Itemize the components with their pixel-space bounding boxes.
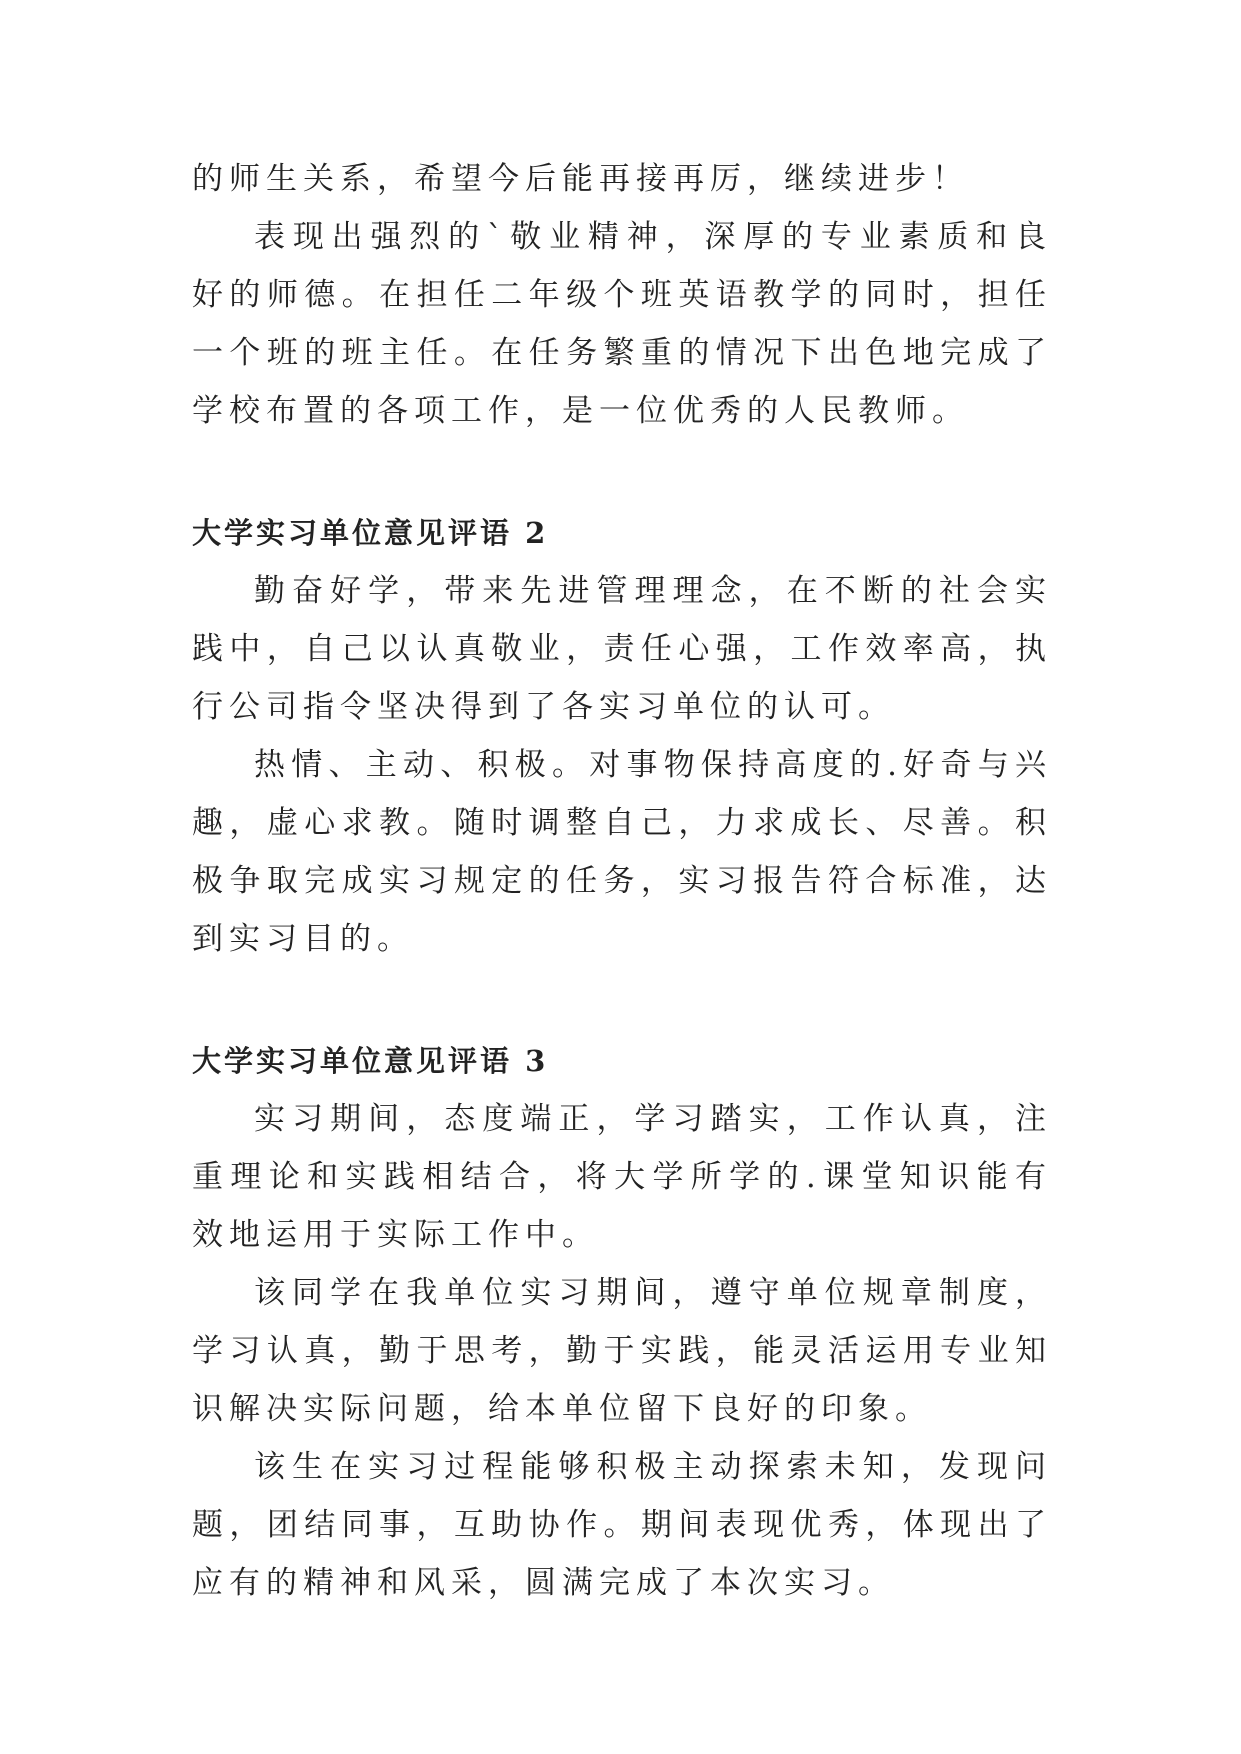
- paragraph-teacher-evaluation: 表现出强烈的`敬业精神，深厚的专业素质和良好的师德。在担任二年级个班英语教学的同时，担任一个班的班主任。在任务繁重的情况下出色地完成了学校布置的各项工作，是一位优秀的人民教师。: [192, 219, 1052, 429]
- section2-paragraph-2: 热情、主动、积极。对事物保持高度的.好奇与兴趣，虚心求教。随时调整自己，力求成长、尽善。积极争取完成实习规定的任务，实习报告符合标准，达到实习目的。: [192, 747, 1052, 957]
- section-heading-3: 大学实习单位意见评语 3: [192, 1044, 549, 1078]
- section3-paragraph-2: 该同学在我单位实习期间，遵守单位规章制度，学习认真，勤于思考，勤于实践，能灵活运用专业知识解决实际问题，给本单位留下良好的印象。: [192, 1275, 1052, 1427]
- paragraph-continuation: 的师生关系，希望今后能再接再厉，继续进步！: [192, 161, 969, 197]
- section2-paragraph-1: 勤奋好学，带来先进管理理念，在不断的社会实践中，自己以认真敬业，责任心强，工作效率高，执行公司指令坚决得到了各实习单位的认可。: [192, 573, 1052, 725]
- section3-paragraph-1: 实习期间，态度端正，学习踏实，工作认真，注重理论和实践相结合，将大学所学的.课堂知识能有效地运用于实际工作中。: [192, 1101, 1052, 1253]
- section3-paragraph-3: 该生在实习过程能够积极主动探索未知，发现问题，团结同事，互助协作。期间表现优秀，体现出了应有的精神和风采，圆满完成了本次实习。: [192, 1449, 1052, 1601]
- document-page: [192, 150, 1052, 1612]
- section-heading-2: 大学实习单位意见评语 2: [192, 516, 549, 550]
